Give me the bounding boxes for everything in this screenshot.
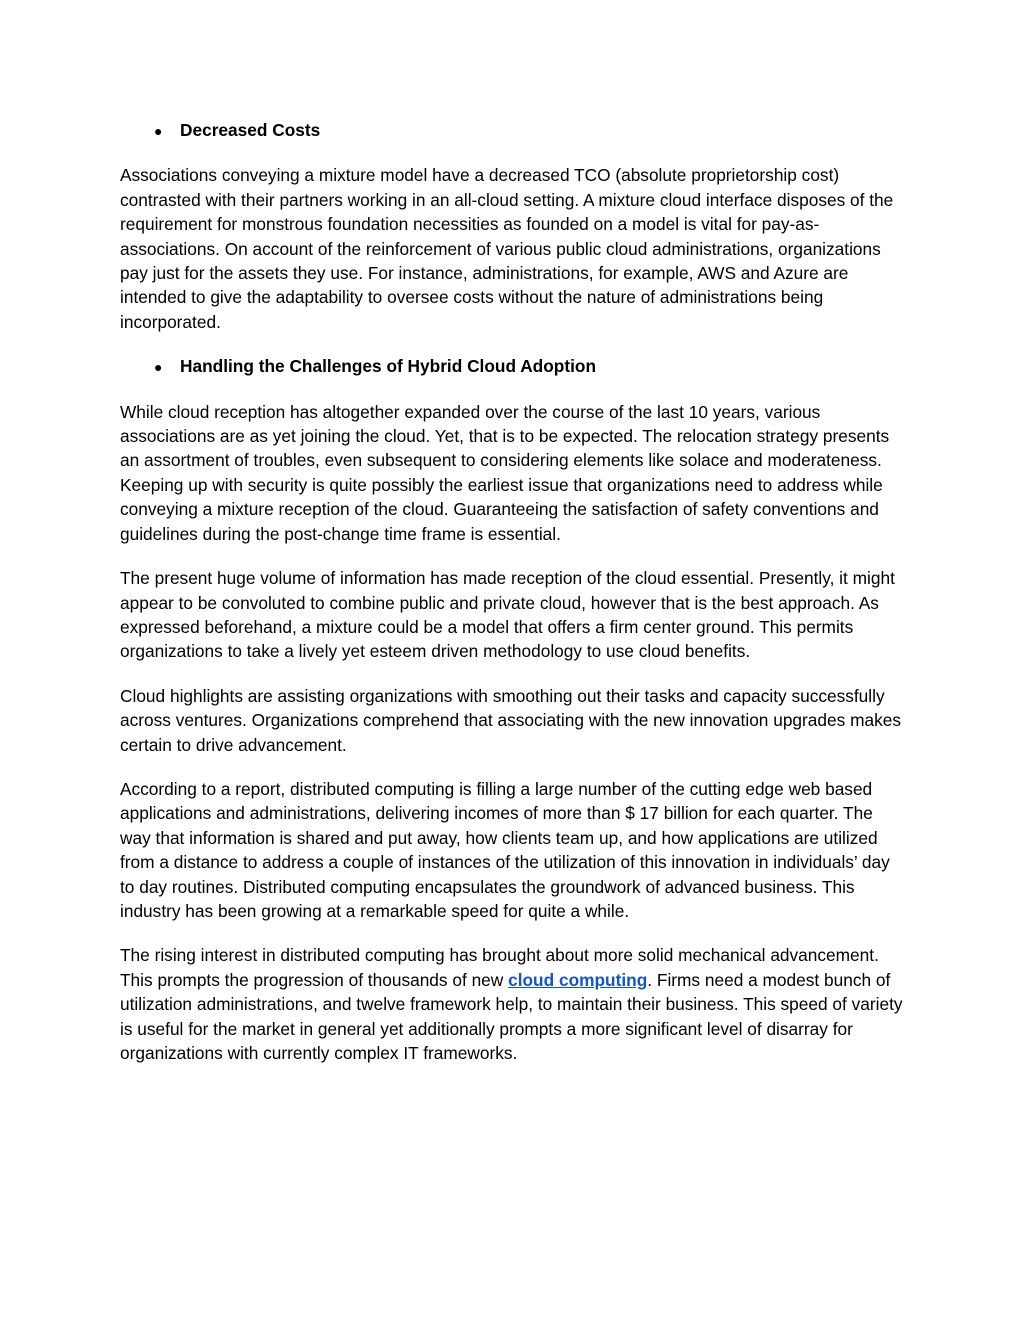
- paragraph-costs: Associations conveying a mixture model have a decreased TCO (absolute proprietorship cost) contrasted with their partners working in an all-cloud setting. A mixture cloud interface disposes of the requirement for monstrous foundation necessities as founded on a model is vital for pay-as-associations. On account of the reinforcement of various public cloud administrations, organizations pay just for the assets they use. For instance, administrations, for example, AWS and Azure are intended to give the adaptability to oversee costs without the nature of administrations being incorporated.: [120, 165, 894, 332]
- paragraph-cloud-reception: While cloud reception has altogether expanded over the course of the last 10 years, various associations are as yet joining the cloud. Yet, that is to be expected. The relocation strategy presents an assortment of troubles, even subsequent to considering elements like solace and moderateness. Keeping up with security is quite possibly the earliest issue that organizations need to address while conveying a mixture reception of the cloud. Guaranteeing the satisfaction of safety conventions and guidelines during the post-change time frame is essential.: [120, 401, 890, 544]
- paragraph-text-after-link: . Firms need a modest bunch of utilization administrations, and twelve framework help, to maintain their business. This speed of variety is useful for the market in general yet additionally prompts a more significant level of disarray for organizations with currently complex IT frameworks.: [120, 969, 903, 1063]
- document-page: [120, 118, 904, 1085]
- paragraph-report: According to a report, distributed computing is filling a large number of the cutting edge web based applications and administrations, delivering incomes of more than $ 17 billion for each quarter. The way that information is shared and put away, how clients team up, and how applications are utilized from a distance to address a couple of instances of the utilization of this innovation in individuals’ day to day routines. Distributed computing encapsulates the groundwork of advanced business. This industry has been growing at a remarkable speed for quite a while.: [120, 778, 890, 921]
- bullet-heading-text: Handling the Challenges of Hybrid Cloud Adoption: [180, 356, 597, 377]
- bullet-dot-icon: ●: [154, 359, 163, 376]
- paragraph-text-before-link: The rising interest in distributed computing has brought about more solid mechanical advancement. This prompts the progression of thousands of new: [120, 945, 879, 990]
- paragraph-cloud-highlights: Cloud highlights are assisting organizations with smoothing out their tasks and capacity successfully across ventures. Organizations comprehend that associating with the new innovation upgrades makes certain to drive advancement.: [120, 685, 901, 755]
- cloud-computing-link[interactable]: cloud computing: [508, 969, 648, 990]
- paragraph-rising-interest: [120, 943, 904, 1065]
- bullet-dot-icon: ●: [154, 123, 163, 139]
- bullet-heading-text: Decreased Costs: [180, 120, 321, 140]
- paragraph-information-volume: The present huge volume of information has made reception of the cloud essential. Presently, it might appear to be convoluted to combine public and private cloud, however that is the best approach. As expressed beforehand, a mixture could be a model that offers a firm center ground. This permits organizations to take a lively yet esteem driven methodology to use cloud benefits.: [120, 568, 895, 662]
- bullet-heading-hybrid-challenges: [120, 354, 904, 379]
- bullet-heading-decreased-costs: [120, 118, 904, 143]
